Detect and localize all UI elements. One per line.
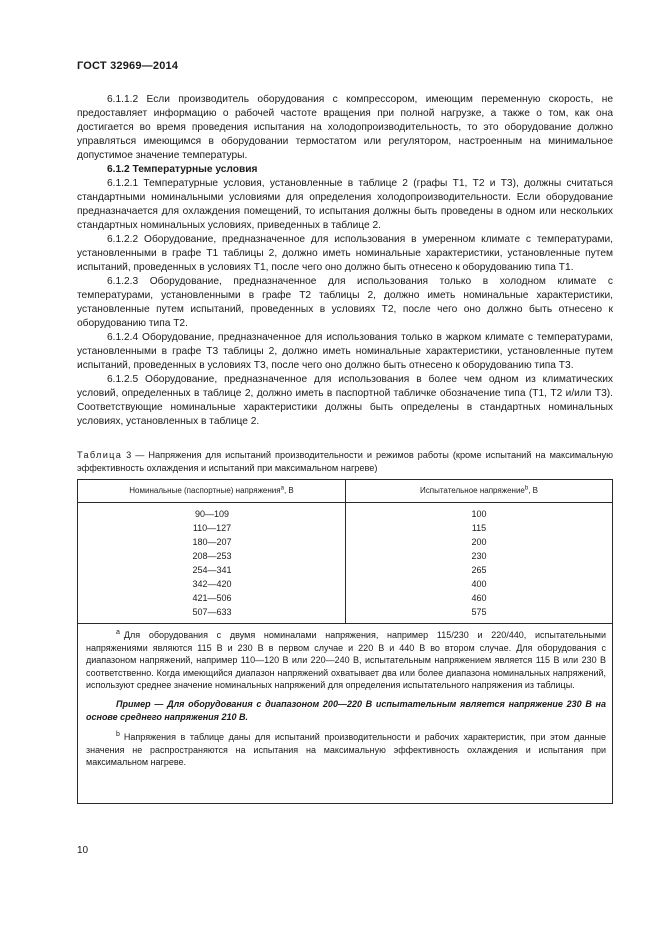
table-header-row bbox=[78, 480, 612, 503]
table-body bbox=[78, 502, 612, 624]
cell-nominal-range: 110—127 bbox=[192, 523, 232, 533]
column-header-test-voltage: Испытательное напряжение$^b$, В bbox=[420, 485, 538, 495]
cell-nominal-range: 254—341 bbox=[192, 565, 232, 575]
cell-test-voltage: 265 bbox=[471, 565, 487, 575]
table-row bbox=[78, 507, 612, 521]
table-row bbox=[78, 549, 612, 563]
footnote-b-text: Напряжения в таблице даны для испытаний производительности и рабочих характеристик, при этом данные значения не распространяются на испытания на максимальную эффективность охлаждения и испытания при максимальном нагреве. bbox=[86, 732, 606, 768]
footnote-marker-a: а bbox=[280, 485, 284, 492]
paragraph-6-1-1-2: 6.1.1.2 Если производитель оборудования с компрессором, имеющим переменную скорость, не предоставляет информацию о рабочей частоте вращения при полной нагрузке, а также о том, как она достигается во время проведения испытания на холодопроизводительность, то это оборудование должно управляться имеющимся в оборудовании термостатом или регулятором, настроенным на минимальное допустимое значение температуры. bbox=[77, 94, 613, 161]
cell-test-voltage: 115 bbox=[471, 523, 487, 533]
cell-nominal-range: 180—207 bbox=[192, 537, 232, 547]
voltage-table bbox=[77, 479, 613, 804]
footnote-a bbox=[86, 629, 606, 692]
table-row bbox=[78, 535, 612, 549]
cell-nominal-range: 90—109 bbox=[194, 509, 230, 519]
cell-test-voltage: 575 bbox=[471, 607, 487, 617]
table-caption-text: 3 — Напряжения для испытаний производительности и режимов работы (кроме испытаний на максимальную эффективность охлаждения и испытаний при максимальном нагреве) bbox=[77, 450, 613, 473]
table-caption bbox=[77, 449, 613, 475]
cell-test-voltage: 400 bbox=[471, 579, 487, 589]
example-note: Пример — Для оборудования с диапазоном 200—220 В испытательным является напряжение 230 В на основе среднего напряжения 210 В. bbox=[86, 698, 606, 722]
document-header: ГОСТ 32969—2014 bbox=[77, 60, 179, 72]
footnote-b-marker: b bbox=[116, 731, 120, 739]
table-notes bbox=[86, 629, 606, 771]
cell-test-voltage: 200 bbox=[471, 537, 487, 547]
table-caption-label: Таблица bbox=[77, 450, 123, 460]
cell-test-voltage: 460 bbox=[471, 593, 487, 603]
cell-nominal-range: 421—506 bbox=[192, 593, 232, 603]
cell-nominal-range: 342—420 bbox=[192, 579, 232, 589]
page-number: 10 bbox=[77, 845, 89, 856]
cell-nominal-range: 507—633 bbox=[192, 607, 232, 617]
paragraph-6-1-2-2: 6.1.2.2 Оборудование, предназначенное для использования в умеренном климате с температурами, установленными в графе Т1 таблицы 2, должно иметь номинальные характеристики, установленные путем испытаний, проведенных в условиях Т1, после чего оно должно быть отнесено к оборудованию типа Т1. bbox=[77, 234, 613, 273]
footnote-a-marker: а bbox=[116, 629, 120, 636]
footnote-b bbox=[86, 731, 606, 769]
table-row bbox=[78, 577, 612, 591]
footnote-a-text: Для оборудования с двумя номиналами напряжения, например 115/230 и 220/440, испытательными напряжениями являются 115 В и 230 В в первом случае и 220 В и 440 В во втором случае. Для оборудования с диапазоном напряжений, например 110—120 В или 220—240 В, испытательным напряжением является 115 В или 230 В соответственно. Когда имеющийся диапазон напряжений охватывает два или более диапазона номинальных напряжений, используют среднее значение номинальных напряжений для определения испытательного напряжения из таблицы. bbox=[86, 630, 606, 691]
paragraph-6-1-2-5: 6.1.2.5 Оборудование, предназначенное для использования в более чем одном из климатических условий, определенных в таблице 2, должно иметь в паспортной табличке обозначение типа (Т1, Т2 и/или Т3). Соответствующие номинальные характеристики должны быть определены в стандартных номинальных условиях, установленных в таблице 2. bbox=[77, 374, 613, 427]
body-text bbox=[77, 93, 613, 429]
table-row bbox=[78, 591, 612, 605]
paragraph-6-1-2-3: 6.1.2.3 Оборудование, предназначенное для использования только в холодном климате с температурами, установленными в графе Т2 таблицы 2, должно иметь номинальные характеристики, установленные путем испытаний, проведенных в условиях Т2, после чего оно должно быть отнесено к оборудованию типа Т2. bbox=[77, 276, 613, 329]
paragraph-6-1-2-1: 6.1.2.1 Температурные условия, установленные в таблице 2 (графы Т1, Т2 и Т3), должны считаться стандартными номинальными условиями для определения холодопроизводительности. Если оборудование предназначается для охлаждения помещений, то испытания должны быть проведены в одном или нескольких стандартных номинальных условиях, приведенных в таблице 2. bbox=[77, 178, 613, 231]
cell-test-voltage: 230 bbox=[471, 551, 487, 561]
footnote-marker-b: b bbox=[524, 485, 529, 492]
table-row bbox=[78, 521, 612, 535]
cell-nominal-range: 208—253 bbox=[192, 551, 232, 561]
column-header-nominal-voltage: Номинальные (паспортные) напряжения$^а$, В bbox=[78, 480, 346, 502]
section-heading-6-1-2: 6.1.2 Температурные условия bbox=[107, 164, 258, 175]
paragraph-6-1-2-4: 6.1.2.4 Оборудование, предназначенное для использования только в жарком климате с температурами, установленными в графе Т3 таблицы 2, должно иметь номинальные характеристики, установленные путем испытаний, проведенных в условиях Т3, после чего оно должно быть отнесено к оборудованию типа Т3. bbox=[77, 332, 613, 371]
table-row bbox=[78, 563, 612, 577]
cell-test-voltage: 100 bbox=[471, 509, 487, 519]
table-row bbox=[78, 605, 612, 619]
